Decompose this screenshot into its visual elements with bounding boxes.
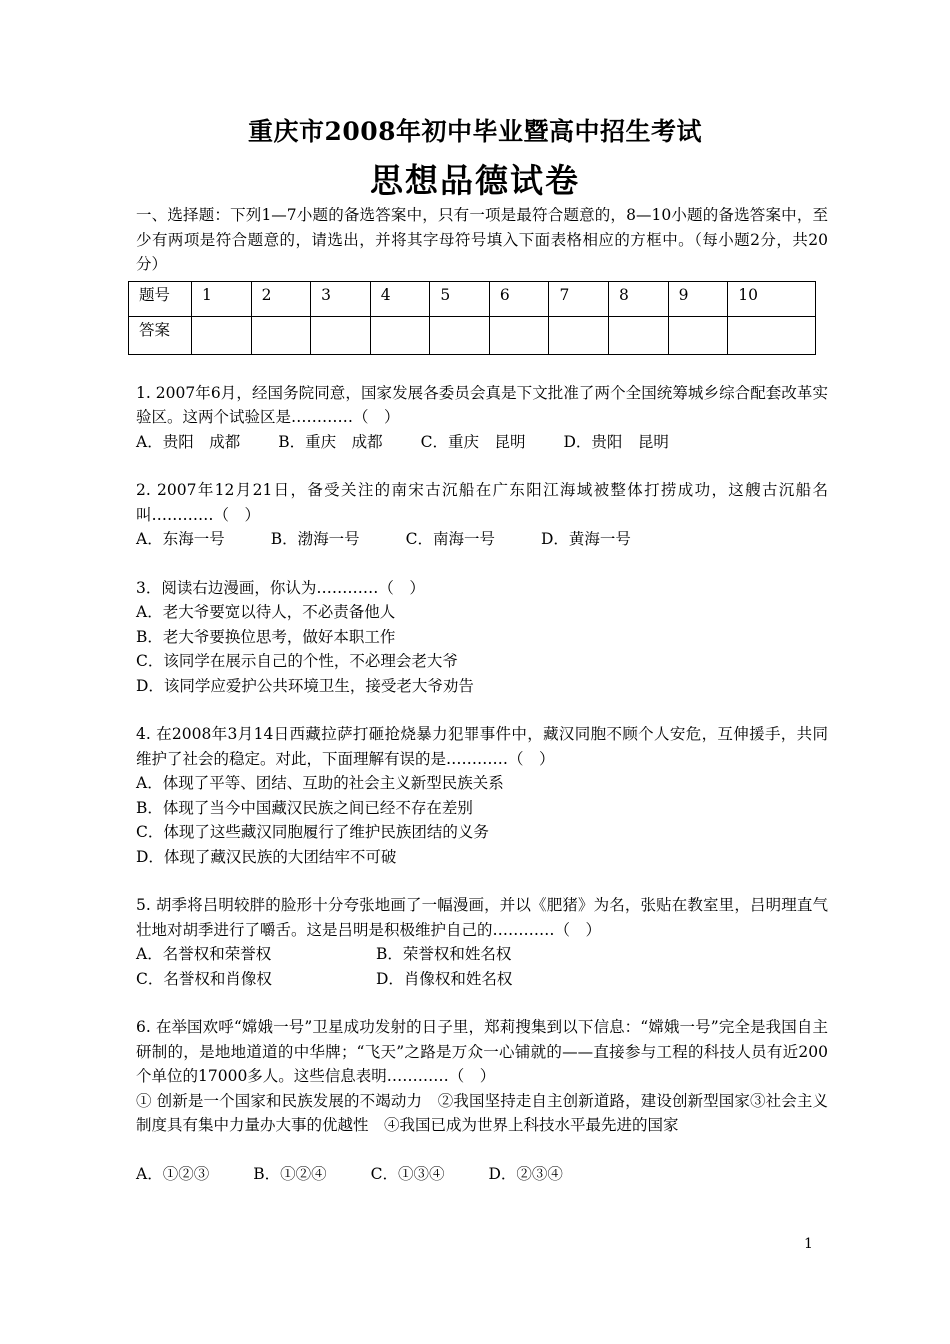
answer-cell[interactable] — [370, 316, 430, 354]
option-c: C．体现了这些藏汉同胞履行了维护民族团结的义务 — [136, 823, 489, 841]
option-a: A．贵阳 成都 — [136, 432, 241, 451]
option-b: B．荣誉权和姓名权 — [376, 945, 512, 963]
answer-cell[interactable] — [430, 316, 490, 354]
answer-cell[interactable] — [728, 316, 816, 354]
question-5 — [136, 893, 828, 991]
question-number-cell: 4 — [370, 281, 430, 316]
option-d: D．贵阳 昆明 — [563, 432, 669, 451]
option-d: D．黄海一号 — [540, 530, 631, 548]
row-label-number: 题号 — [129, 281, 192, 316]
question-4 — [136, 722, 828, 869]
option-d: D．肖像权和姓名权 — [376, 969, 513, 988]
option-d: D．体现了藏汉民族的大团结牢不可破 — [136, 847, 397, 866]
question-2 — [136, 478, 828, 552]
question-options — [136, 967, 828, 992]
answer-cell[interactable] — [489, 316, 549, 354]
question-number-cell: 1 — [192, 281, 252, 316]
exam-title: 重庆市2008年初中毕业暨高中招生考试 — [247, 117, 703, 146]
option-a: A．①②③ — [136, 1164, 210, 1183]
option-c: C．该同学在展示自己的个性，不必理会老大爷 — [136, 652, 458, 670]
option-a: A．东海一号 — [136, 530, 225, 548]
exam-content — [136, 203, 828, 1186]
answer-cell[interactable] — [251, 316, 311, 354]
option-d: D．该同学应爱护公共环境卫生，接受老大爷劝告 — [136, 676, 474, 695]
question-number-cell: 5 — [430, 281, 490, 316]
answer-cell[interactable] — [549, 316, 609, 354]
exam-subtitle: 思想品德试卷 — [370, 161, 580, 200]
answer-table-answer-row — [129, 316, 816, 354]
option-b: B．渤海一号 — [270, 530, 360, 548]
question-number-cell: 9 — [668, 281, 728, 316]
answer-cell[interactable] — [311, 316, 371, 354]
question-options — [136, 1162, 828, 1187]
question-number-cell: 6 — [489, 281, 549, 316]
question-stem: 1. 2007年6月，经国务院同意，国家发展各委员会真是下文批准了两个全国统筹城乡综合配套改革实验区。这两个试验区是…………（ ） — [136, 383, 828, 426]
question-6 — [136, 1015, 828, 1186]
answer-table-number-row — [129, 281, 816, 316]
option-a: A．老大爷要宽以待人，不必责备他人 — [136, 603, 396, 621]
option-c: C．①③④ — [370, 1164, 445, 1183]
question-options — [136, 942, 828, 967]
option-b: B．老大爷要换位思考，做好本职工作 — [136, 627, 396, 646]
row-label-answer: 答案 — [129, 316, 192, 354]
question-statements: ① 创新是一个国家和民族发展的不竭动力 ②我国坚持走自主创新道路，建设创新型国家③社会主义制度具有集中力量办大事的优越性 ④我国已成为世界上科技水平最先进的国家 — [136, 1091, 828, 1134]
question-options — [136, 430, 828, 455]
question-stem: 4. 在2008年3月14日西藏拉萨打砸抢烧暴力犯罪事件中，藏汉同胞不顾个人安危，互伸援手，共同维护了社会的稳定。对此，下面理解有误的是…………（ ） — [136, 725, 828, 768]
answer-cell[interactable] — [609, 316, 669, 354]
question-stem: 6. 在举国欢呼“嫦娥一号”卫星成功发射的日子里，郑莉搜集到以下信息：“嫦娥一号”完全是我国自主研制的，是地地道道的中华牌；“飞天”之路是万众一心铺就的——直接参与工程的科技人员有近200个单位的17000多人。这些信息表明…………（ ） — [136, 1018, 828, 1085]
answer-cell[interactable] — [192, 316, 252, 354]
option-c: C．南海一号 — [405, 530, 495, 548]
option-d: D．②③④ — [488, 1164, 563, 1183]
option-b: B．重庆 成都 — [278, 432, 383, 451]
question-number-cell: 8 — [609, 281, 669, 316]
question-options — [136, 527, 828, 552]
option-a: A．体现了平等、团结、互助的社会主义新型民族关系 — [136, 774, 504, 792]
page-number: 1 — [804, 1236, 813, 1252]
question-stem: 2. 2007年12月21日，备受关注的南宋古沉船在广东阳江海域被整体打捞成功，这艘古沉船名叫…………（ ） — [136, 481, 828, 524]
question-number-cell: 10 — [728, 281, 816, 316]
question-stem: 5. 胡季将吕明较胖的脸形十分夸张地画了一幅漫画，并以《肥猪》为名，张贴在教室里，吕明理直气壮地对胡季进行了嚼舌。这是吕明是积极维护自己的…………（ ） — [136, 896, 828, 939]
section-instructions: 一、选择题：下列1—7小题的备选答案中，只有一项是最符合题意的，8—10小题的备选答案中，至少有两项是符合题意的，请选出，并将其字母符号填入下面表格相应的方框中。（每小题2分，共20分） — [136, 206, 828, 273]
option-a: A．名誉权和荣誉权 — [136, 945, 272, 963]
question-number-cell: 2 — [251, 281, 311, 316]
option-c: C．重庆 昆明 — [420, 432, 526, 451]
question-number-cell: 7 — [549, 281, 609, 316]
option-c: C．名誉权和肖像权 — [136, 969, 272, 988]
question-3 — [136, 576, 828, 699]
answer-table — [128, 281, 816, 355]
question-1 — [136, 381, 828, 455]
option-b: B．①②④ — [253, 1164, 327, 1183]
answer-cell[interactable] — [668, 316, 728, 354]
question-stem: 3．阅读右边漫画，你认为…………（ ） — [136, 578, 425, 597]
question-number-cell: 3 — [311, 281, 371, 316]
option-b: B．体现了当今中国藏汉民族之间已经不存在差别 — [136, 798, 473, 817]
